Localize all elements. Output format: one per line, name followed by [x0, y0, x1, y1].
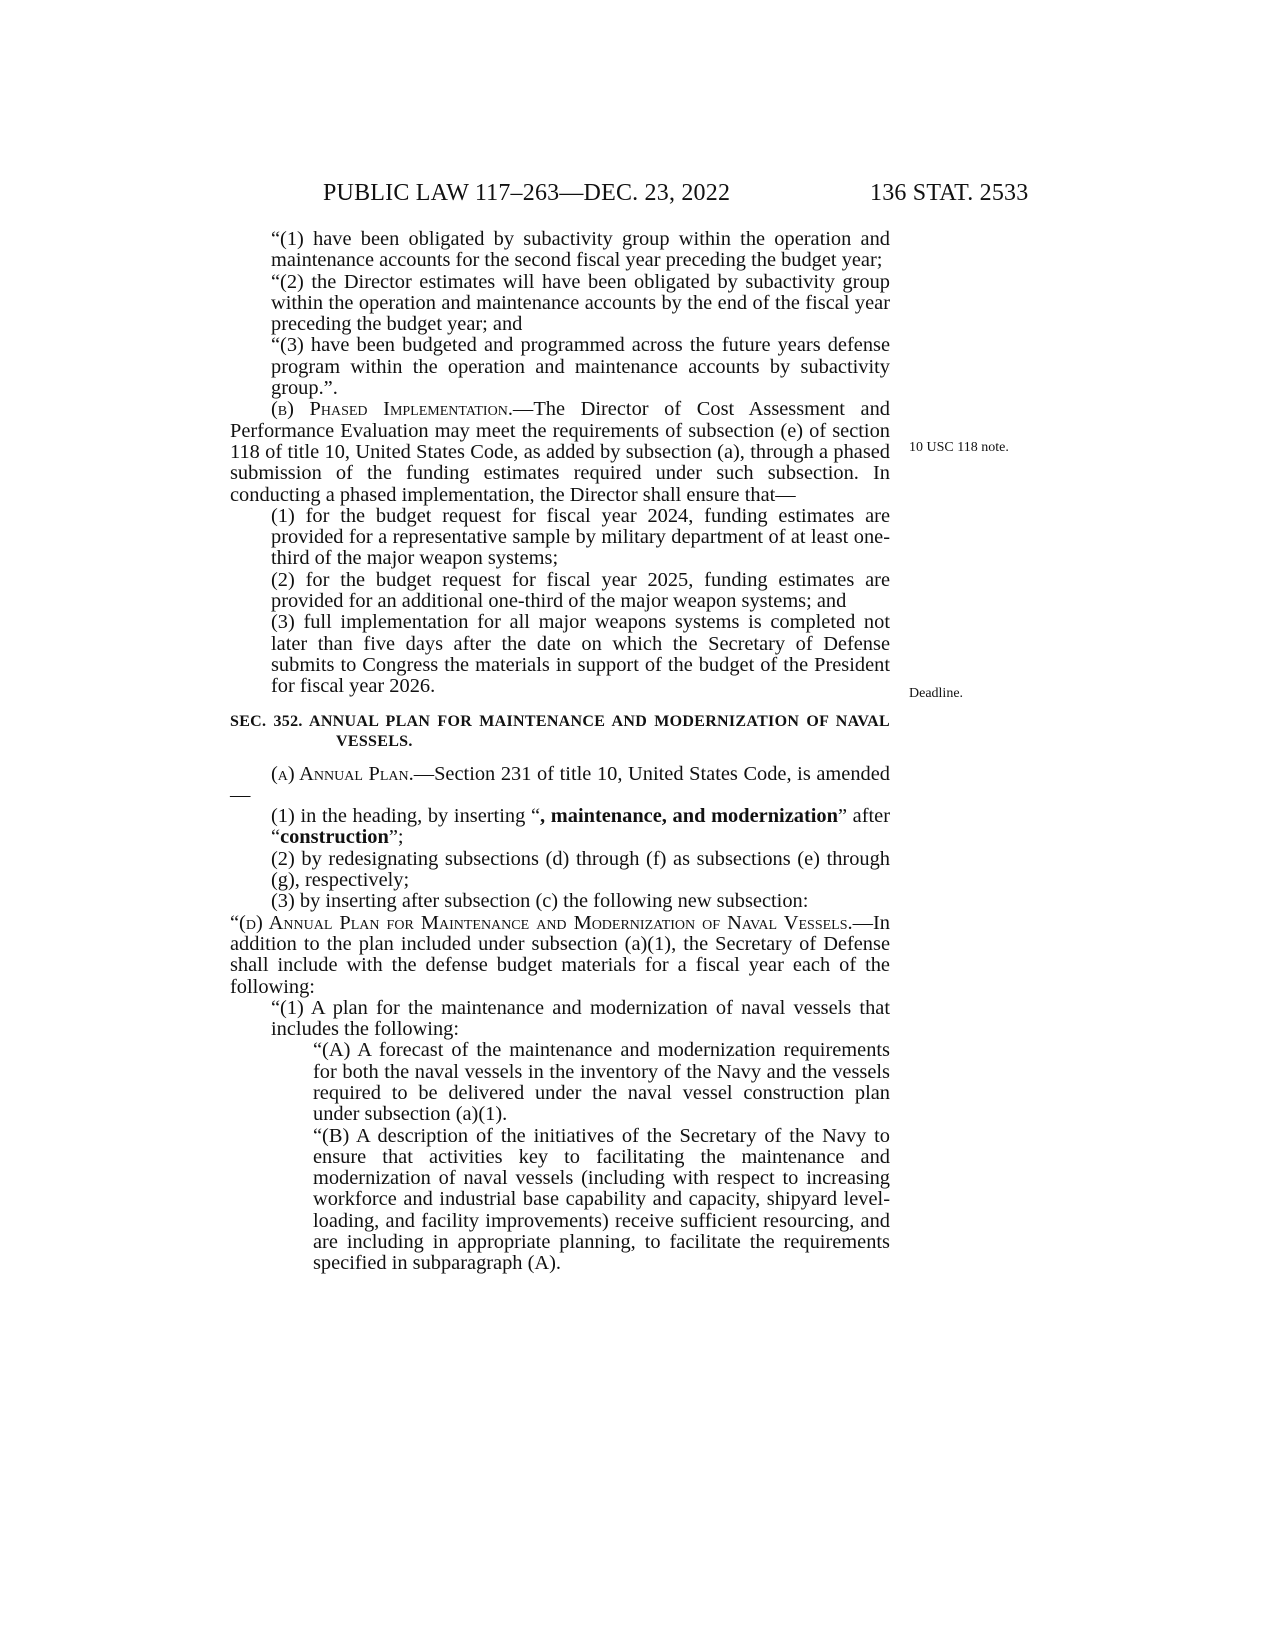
subsection-d-heading: “(d) Annual Plan for Maintenance and Modernization of Naval Vessels.	[230, 911, 853, 934]
paragraph-item-3: “(3) have been budgeted and programmed across the future years defense program within the operation and maintenance accounts by subactivity group.”.	[271, 334, 890, 400]
amendment-1-text: (1) in the heading, by inserting “	[271, 805, 540, 828]
subparagraph-a: “(A) A forecast of the maintenance and modernization requirements for both the naval vessels in the inventory of the Navy and the vessels required to be delivered under the naval vessel construction plan under subsection (a)(1).	[313, 1039, 890, 1126]
annual-plan-text: —Section 231 of title 10, United States Code, is amended—	[230, 762, 890, 806]
running-header-stat-page: 136 STAT. 2533	[870, 180, 1029, 206]
paragraph-item-1: “(1) have been obligated by subactivity group within the operation and maintenance accounts for the second fiscal year preceding the budget year;	[271, 228, 890, 272]
amendment-1-inserted-words: , maintenance, and modernization	[540, 805, 838, 828]
annual-plan-paragraph	[230, 764, 890, 807]
phased-implementation-heading: (b) Phased Implementation.	[271, 398, 513, 421]
phased-implementation-text: —The Director of Cost Assessment and Performance Evaluation may meet the requirements of subsection (e) of section 118 of title 10, United States Code, as added by subsection (a), through a phased submission of the funding estimates required under such subsection. In conducting a phased implementation, the Director shall ensure that—	[230, 398, 890, 506]
section-352-heading: SEC. 352. ANNUAL PLAN FOR MAINTENANCE AND MODERNIZATION OF NAVAL VESSELS.	[230, 712, 890, 750]
running-header-title: PUBLIC LAW 117–263—DEC. 23, 2022	[323, 180, 731, 206]
phased-item-2: (2) for the budget request for fiscal year 2025, funding estimates are provided for an additional one-third of the major weapon systems; and	[271, 568, 890, 613]
subsection-d-paragraph	[230, 913, 890, 998]
subparagraph-b: “(B) A description of the initiatives of the Secretary of the Navy to ensure that activities key to facilitating the maintenance and modernization of naval vessels (including with respect to increasing workforce and industrial base capability and capacity, shipyard level-loading, and facility improvements) receive sufficient resourcing, and are including in appropriate planning, to facilitate the requirements specified in subparagraph (A).	[313, 1124, 890, 1275]
annual-plan-heading: (a) Annual Plan.	[271, 762, 414, 785]
subsection-d-text: —In addition to the plan included under subsection (a)(1), the Secretary of Defense shall include with the defense budget materials for a fiscal year each of the following:	[230, 911, 890, 998]
amendment-1-end: ”;	[388, 826, 404, 849]
phased-implementation-paragraph	[230, 399, 890, 505]
amendment-item-1	[230, 806, 890, 849]
paragraph-item-2: “(2) the Director estimates will have been obligated by subactivity group within the operation and maintenance accounts by the end of the fiscal year preceding the budget year; and	[271, 270, 890, 336]
amendment-1-construction-word: construction	[280, 826, 389, 849]
phased-item-1: (1) for the budget request for fiscal year 2024, funding estimates are provided for a representative sample by military department of at least one-third of the major weapon systems;	[271, 504, 890, 570]
main-text-column	[230, 229, 890, 1275]
amendment-item-2: (2) by redesignating subsections (d) through (f) as subsections (e) through (g), respectively;	[271, 847, 890, 892]
subsection-d-item-1: “(1) A plan for the maintenance and modernization of naval vessels that includes the following:	[271, 996, 890, 1041]
amendment-item-3: (3) by inserting after subsection (c) the following new subsection:	[271, 890, 809, 913]
phased-item-3: (3) full implementation for all major weapons systems is completed not later than five days after the date on which the Secretary of Defense submits to Congress the materials in support of the budget of the President for fiscal year 2026.	[271, 611, 890, 698]
margin-note-deadline: Deadline.	[909, 686, 964, 701]
margin-note-usc: 10 USC 118 note.	[909, 440, 1009, 455]
amendment-1-after: ” after “	[271, 805, 891, 849]
